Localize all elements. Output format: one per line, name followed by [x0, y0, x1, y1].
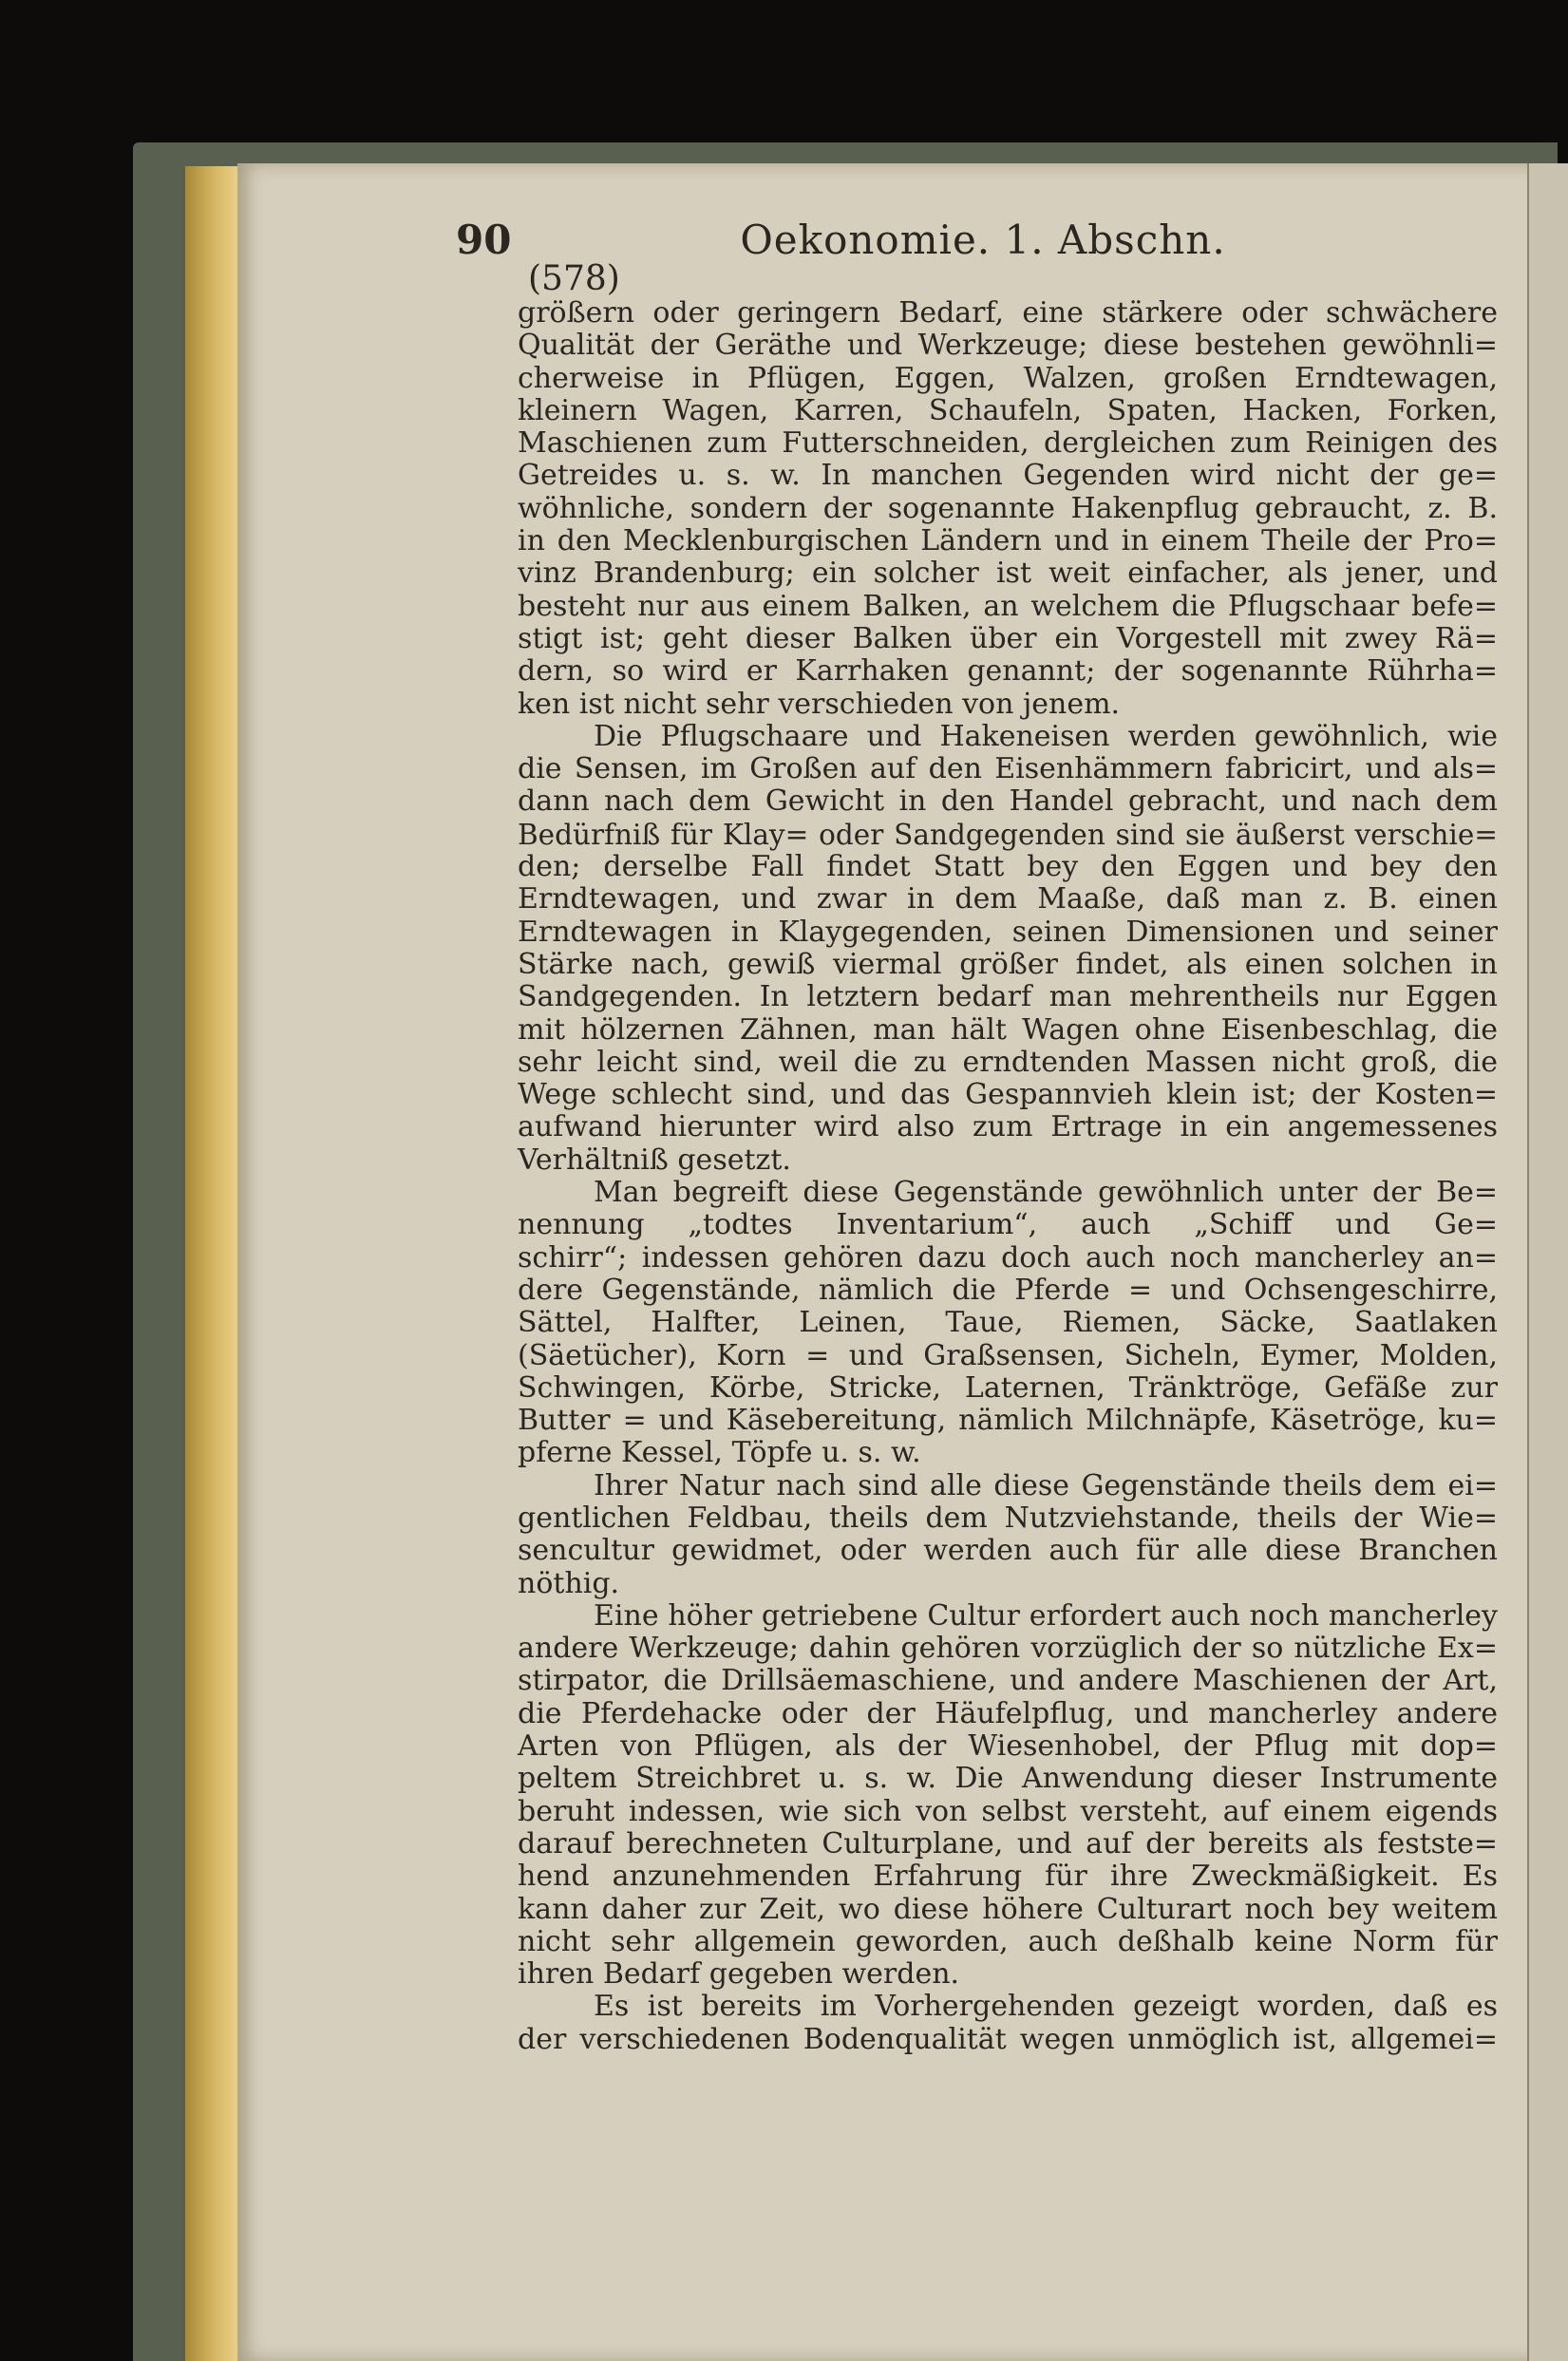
text-line: dere Gegenstände, nämlich die Pferde = und Ochsengeschirre, [518, 1273, 1498, 1307]
text-line: sehr leicht sind, weil die zu erndtenden Massen nicht groß, die [518, 1045, 1498, 1079]
text-line: Butter = und Käsebereitung, nämlich Milchnäpfe, Käsetröge, ku= [518, 1404, 1498, 1438]
text-line: Es ist bereits im Vorhergehenden gezeigt worden, daß es [594, 1990, 1498, 2024]
text-line: nicht sehr allgemein geworden, auch deßhalb keine Norm für [518, 1924, 1498, 1958]
text-line: die Sensen, im Großen auf den Eisenhämmern fabricirt, und als= [518, 752, 1498, 786]
text-line: hend anzunehmenden Erfahrung für ihre Zweckmäßigkeit. Es [518, 1860, 1498, 1894]
facing-page-edge [1527, 163, 1568, 2361]
text-line: vinz Brandenburg; ein solcher ist weit einfacher, als jener, und [518, 557, 1498, 591]
text-line: dern, so wird er Karrhaken genannt; der sogenannte Rührha= [518, 654, 1498, 689]
text-line: Erndtewagen in Klaygegenden, seinen Dimensionen und seiner [518, 915, 1498, 949]
text-line: Man begreift diese Gegenstände gewöhnlich unter der Be= [594, 1176, 1498, 1210]
text-line: nöthig. [518, 1566, 620, 1600]
running-title: Oekonomie. 1. Abschn. [740, 217, 1226, 263]
page-number: 90 [456, 217, 512, 263]
text-line: den; derselbe Fall findet Statt bey den Eggen und bey den [518, 850, 1498, 884]
text-line: pferne Kessel, Töpfe u. s. w. [518, 1436, 921, 1470]
text-line: Sättel, Halfter, Leinen, Taue, Riemen, Säcke, Saatlaken [518, 1306, 1498, 1340]
text-line: beruht indessen, wie sich von selbst versteht, auf einem eigends [518, 1794, 1498, 1828]
text-line: ken ist nicht sehr verschieden von jenem. [518, 687, 1121, 721]
text-line: ihren Bedarf gegeben werden. [518, 1957, 960, 1992]
text-line: Eine höher getriebene Cultur erfordert auch noch mancherley [594, 1598, 1498, 1633]
text-line: andere Werkzeuge; dahin gehören vorzüglich der so nützliche Ex= [518, 1632, 1498, 1666]
text-line: stirpator, die Drillsäemaschiene, und andere Maschienen der Art, [518, 1664, 1498, 1698]
text-line: Bedürfniß für Klay= oder Sandgegenden sind sie äußerst verschie= [518, 818, 1498, 851]
text-line: Getreides u. s. w. In manchen Gegenden wird nicht der ge= [518, 459, 1498, 493]
text-line: kann daher zur Zeit, wo diese höhere Culturart noch bey weitem [518, 1892, 1498, 1926]
text-line: die Pferdehacke oder der Häufelpflug, und mancherley andere [518, 1696, 1498, 1730]
text-line: Wege schlecht sind, und das Gespannvieh klein ist; der Kosten= [518, 1078, 1498, 1112]
text-line: der verschiedenen Bodenqualität wegen unmöglich ist, allgemei= [518, 2022, 1498, 2056]
text-line: in den Mecklenburgischen Ländern und in einem Theile der Pro= [518, 524, 1498, 558]
marginal-number: (578) [528, 259, 620, 298]
body-text [518, 297, 1498, 2056]
text-line: Ihrer Natur nach sind alle diese Gegenstände theils dem ei= [594, 1468, 1498, 1502]
text-line: stigt ist; geht dieser Balken über ein Vorgestell mit zwey Rä= [518, 621, 1498, 655]
text-line: Die Pflugschaare und Hakeneisen werden gewöhnlich, wie [594, 719, 1498, 753]
text-line: größern oder geringern Bedarf, eine stärkere oder schwächere [518, 296, 1498, 330]
text-line: darauf berechneten Culturplane, und auf der bereits als festste= [518, 1826, 1498, 1860]
text-line: wöhnliche, sondern der sogenannte Hakenpflug gebraucht, z. B. [518, 491, 1498, 525]
text-line: Erndtewagen, und zwar in dem Maaße, daß man z. B. einen [518, 882, 1498, 916]
text-line: Sandgegenden. In letztern bedarf man mehrentheils nur Eggen [518, 980, 1498, 1014]
text-line: nennung „todtes Inventarium“, auch „Schiff und Ge= [518, 1208, 1498, 1242]
text-line: aufwand hierunter wird also zum Ertrage in ein angemessenes [518, 1110, 1498, 1144]
text-line: cherweise in Pflügen, Eggen, Walzen, großen Erndtewagen, [518, 361, 1498, 395]
text-line: mit hölzernen Zähnen, man hält Wagen ohne Eisenbeschlag, die [518, 1012, 1498, 1047]
text-line: besteht nur aus einem Balken, an welchem die Pflugschaar befe= [518, 589, 1498, 623]
text-line: dann nach dem Gewicht in den Handel gebracht, und nach dem [518, 784, 1498, 819]
text-line: Verhältniß gesetzt. [518, 1143, 791, 1177]
text-line: kleinern Wagen, Karren, Schaufeln, Spaten, Hacken, Forken, [518, 393, 1498, 427]
text-line: gentlichen Feldbau, theils dem Nutzviehstande, theils der Wie= [518, 1501, 1498, 1535]
text-line: sencultur gewidmet, oder werden auch für alle diese Branchen [518, 1534, 1498, 1568]
text-line: (Säetücher), Korn = und Graßsensen, Sicheln, Eymer, Molden, [518, 1338, 1498, 1372]
text-line: Qualität der Geräthe und Werkzeuge; diese bestehen gewöhnli= [518, 329, 1498, 363]
text-line: Schwingen, Körbe, Stricke, Laternen, Tränktröge, Gefäße zur [518, 1370, 1498, 1405]
text-line: peltem Streichbret u. s. w. Die Anwendung dieser Instrumente [518, 1762, 1498, 1796]
text-line: Maschienen zum Futterschneiden, dergleichen zum Reinigen des [518, 426, 1498, 461]
text-line: schirr“; indessen gehören dazu doch auch noch mancherley an= [518, 1240, 1498, 1275]
text-line: Stärke nach, gewiß viermal größer findet, als einen solchen in [518, 947, 1498, 981]
text-line: Arten von Pflügen, als der Wiesenhobel, der Pflug mit dop= [518, 1729, 1498, 1764]
